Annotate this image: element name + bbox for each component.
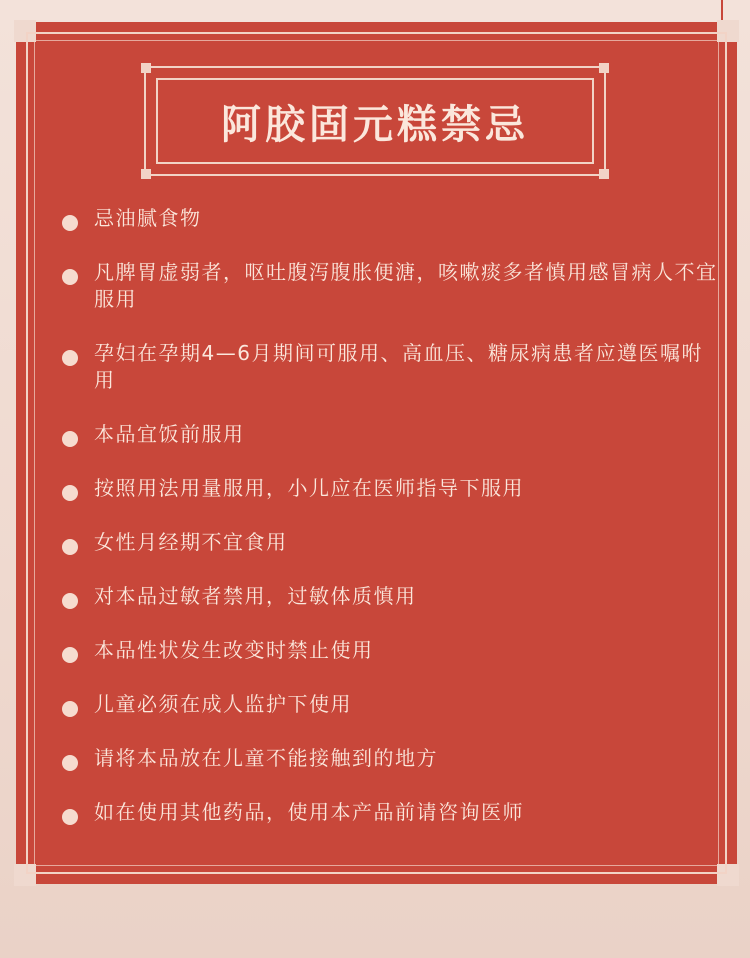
bullet-icon	[62, 539, 78, 555]
title-frame	[144, 66, 606, 176]
bullet-icon	[62, 485, 78, 501]
list-item: 按照用法用量服用，小儿应在医师指导下服用	[62, 475, 722, 502]
bullet-icon	[62, 215, 78, 231]
bullet-icon	[62, 350, 78, 366]
list-item: 如在使用其他药品，使用本产品前请咨询医师	[62, 799, 722, 826]
list-item: 孕妇在孕期4—6月期间可服用、高血压、糖尿病患者应遵医嘱咐用	[62, 340, 722, 394]
bullet-icon	[62, 431, 78, 447]
page-title: 阿胶固元糕禁忌	[221, 101, 529, 148]
bullet-icon	[62, 755, 78, 771]
bullet-icon	[62, 647, 78, 663]
bullet-icon	[62, 593, 78, 609]
list-item: 对本品过敏者禁用，过敏体质慎用	[62, 583, 722, 610]
list-item: 女性月经期不宜食用	[62, 529, 722, 556]
bullet-icon	[62, 269, 78, 285]
bullet-icon	[62, 809, 78, 825]
bullet-icon	[62, 701, 78, 717]
list-item: 本品性状发生改变时禁止使用	[62, 637, 722, 664]
list-item: 忌油腻食物	[62, 205, 722, 232]
list-item: 凡脾胃虚弱者，呕吐腹泻腹胀便溏，咳嗽痰多者慎用感冒病人不宜服用	[62, 259, 722, 313]
list-item: 本品宜饭前服用	[62, 421, 722, 448]
list-item: 儿童必须在成人监护下使用	[62, 691, 722, 718]
contraindication-list	[62, 205, 722, 853]
list-item: 请将本品放在儿童不能接触到的地方	[62, 745, 722, 772]
